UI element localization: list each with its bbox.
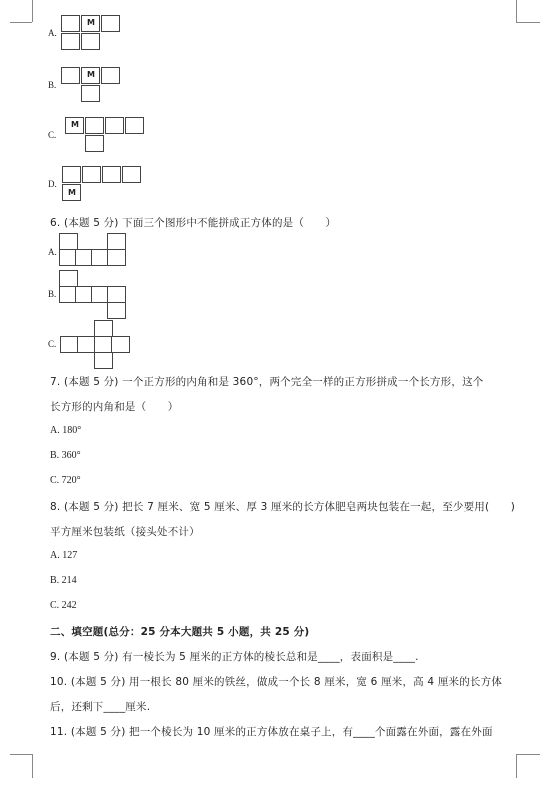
crop-mark-bottom-left-h — [10, 754, 32, 755]
q6-option-b-label: B. — [48, 289, 57, 299]
crop-mark-top-left-h — [10, 22, 32, 23]
crop-mark-bottom-left-v — [32, 754, 33, 778]
figure-a-label: A. — [48, 28, 57, 38]
q7-line2: 长方形的内角和是（ ） — [50, 401, 179, 413]
q11-line1: 11. (本题 5 分) 把一个棱长为 10 厘米的正方体放在桌子上，有____个面露在外面，露在外面 — [50, 726, 493, 738]
q7-option-b: B. 360° — [50, 450, 81, 461]
q7-option-a: A. 180° — [50, 425, 82, 436]
figure-d-label: D. — [48, 179, 57, 189]
q7-option-c: C. 720° — [50, 475, 81, 486]
figure-b-mark: M — [87, 70, 95, 79]
q6-option-c-label: C. — [48, 339, 57, 349]
crop-mark-top-left-v — [32, 0, 33, 22]
crop-mark-top-right-h — [516, 22, 540, 23]
q7-line1: 7. (本题 5 分) 一个正方形的内角和是 360°，两个完全一样的正方形拼成一个长方形，这个 — [50, 376, 484, 388]
q8-option-a: A. 127 — [50, 550, 78, 561]
crop-mark-bottom-right-h — [516, 754, 540, 755]
figure-a-mark: M — [87, 18, 95, 27]
figure-b-label: B. — [48, 80, 57, 90]
section2-heading: 二、填空题(总分：25 分本大题共 5 小题，共 25 分) — [50, 626, 310, 638]
crop-mark-top-right-v — [516, 0, 517, 22]
q8-line1: 8. (本题 5 分) 把长 7 厘米、宽 5 厘米、厚 3 厘米的长方体肥皂两块包装在一起，至少要用( ) — [50, 501, 516, 513]
q10-line1: 10. (本题 5 分) 用一根长 80 厘米的铁丝，做成一个长 8 厘米，宽 6 厘米，高 4 厘米的长方体 — [50, 676, 503, 688]
figure-c-mark: M — [71, 120, 79, 129]
q6-option-a-label: A. — [48, 247, 57, 257]
q6-stem: 6. (本题 5 分) 下面三个图形中不能拼成正方体的是（ ） — [50, 217, 337, 229]
crop-mark-bottom-right-v — [516, 754, 517, 778]
q9-line1: 9. (本题 5 分) 有一棱长为 5 厘米的正方体的棱长总和是____，表面积是____. — [50, 651, 419, 663]
figure-d-mark: M — [68, 188, 76, 197]
q10-line2: 后，还剩下____厘米. — [50, 701, 151, 713]
q8-option-b: B. 214 — [50, 575, 77, 586]
figure-c-label: C. — [48, 130, 57, 140]
q8-line2: 平方厘米包装纸（接头处不计） — [50, 526, 200, 538]
q8-option-c: C. 242 — [50, 600, 77, 611]
